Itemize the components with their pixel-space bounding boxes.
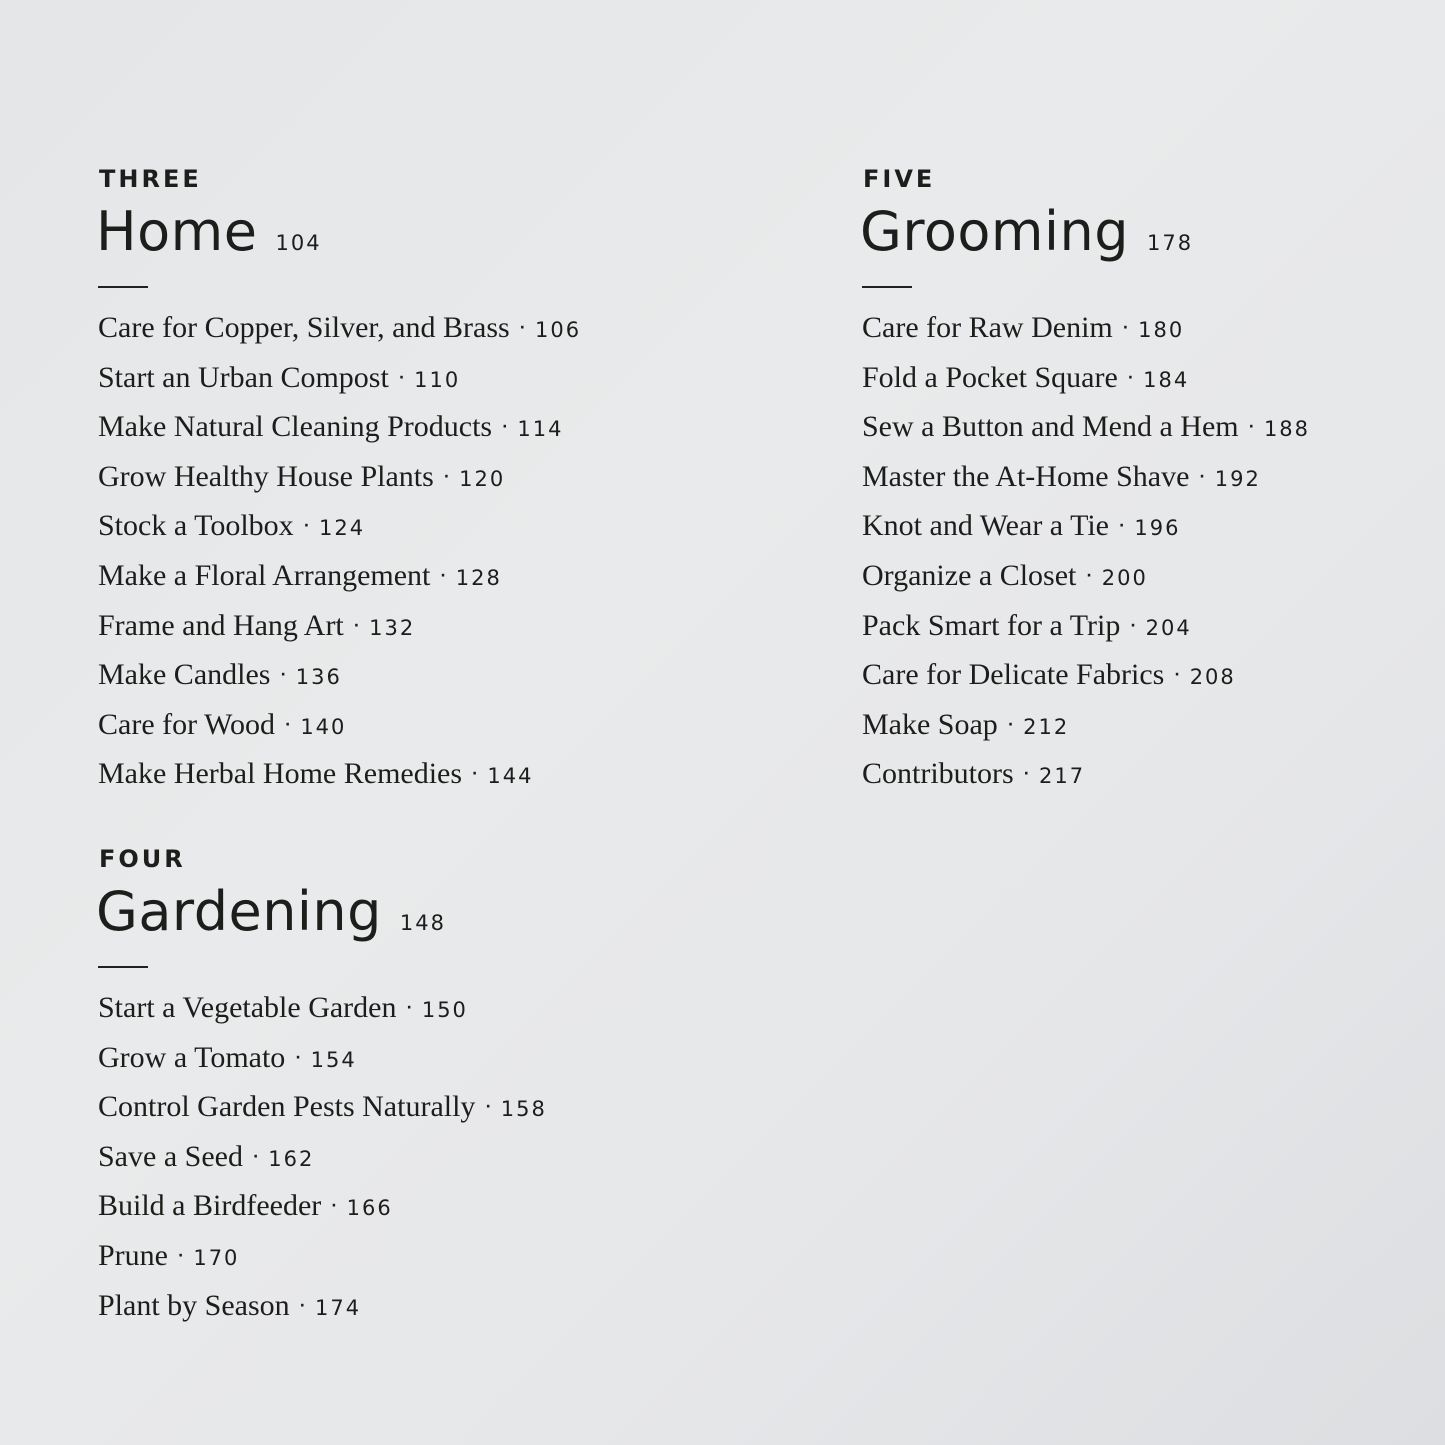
entry-page-number: 124 [319, 516, 366, 541]
entry-page-number: 158 [500, 1097, 547, 1122]
entry-separator: · [1023, 766, 1029, 783]
entry-separator: · [295, 1049, 301, 1066]
entry-page-number: 200 [1101, 565, 1148, 590]
right-column [860, 164, 1420, 802]
toc-entry[interactable] [96, 356, 736, 406]
entry-separator: · [331, 1198, 337, 1215]
entry-separator: · [1122, 320, 1129, 336]
toc-entry[interactable] [96, 554, 736, 604]
entry-page-number: 192 [1214, 466, 1261, 491]
entry-page-number: 212 [1023, 714, 1070, 739]
entry-title: Frame and Hang Art [98, 608, 344, 642]
entry-list [96, 986, 736, 1333]
entry-title: Stock a Toolbox [98, 509, 294, 543]
entry-page-number: 132 [369, 615, 416, 640]
entry-page-number: 106 [535, 318, 582, 342]
entry-title: Grow a Tomato [98, 1040, 286, 1074]
entry-title: Grow Healthy House Plants [98, 459, 434, 493]
entry-title: Pack Smart for a Trip [862, 608, 1121, 642]
entry-separator: · [1086, 567, 1092, 584]
toc-entry[interactable] [860, 554, 1420, 604]
section-divider [98, 286, 148, 288]
entry-page-number: 144 [487, 764, 534, 789]
toc-entry[interactable] [96, 405, 736, 455]
entry-separator: · [284, 716, 291, 733]
section-page-number: 178 [1147, 231, 1194, 255]
entry-title: Master the At-Home Shave [862, 459, 1190, 493]
entry-page-number: 180 [1138, 318, 1185, 342]
entry-title: Make a Floral Arrangement [98, 558, 431, 592]
entry-separator: · [1127, 369, 1134, 386]
entry-title: Care for Copper, Silver, and Brass [98, 311, 510, 344]
toc-entry[interactable] [96, 1284, 736, 1334]
entry-separator: · [252, 1148, 259, 1165]
toc-entry[interactable] [96, 653, 736, 703]
toc-entry-contributors[interactable] [860, 752, 1420, 802]
section-divider [862, 286, 912, 288]
entry-page-number: 217 [1039, 764, 1086, 789]
section-number: FOUR [99, 844, 186, 873]
entry-title: Knot and Wear a Tie [862, 509, 1110, 543]
entry-title: Care for Wood [98, 707, 275, 741]
section-heading [96, 880, 736, 944]
entry-separator: · [303, 518, 310, 535]
entry-title: Organize a Closet [862, 558, 1077, 592]
contributors-list [860, 752, 1420, 802]
toc-entry[interactable] [96, 1184, 736, 1234]
entry-page-number: 120 [459, 466, 506, 491]
toc-entry[interactable] [96, 986, 736, 1036]
section-title: Grooming [860, 200, 1130, 263]
toc-entry[interactable] [860, 356, 1420, 406]
entry-page-number: 114 [517, 417, 564, 442]
entry-page-number: 150 [421, 997, 468, 1022]
toc-entry[interactable] [96, 1085, 736, 1135]
section-number: THREE [99, 165, 202, 193]
toc-entry[interactable] [96, 604, 736, 654]
entry-page-number: 166 [346, 1196, 393, 1221]
entry-page-number: 110 [414, 367, 461, 392]
toc-entry[interactable] [96, 1135, 736, 1185]
toc-entry[interactable] [96, 306, 736, 356]
entry-page-number: 140 [300, 714, 347, 739]
entry-title: Prune [98, 1238, 168, 1272]
toc-entry[interactable] [96, 703, 736, 753]
entry-separator: · [1174, 667, 1180, 684]
section-grooming [860, 164, 1420, 802]
entry-separator: · [353, 617, 360, 634]
section-title: Gardening [96, 879, 382, 943]
entry-title: Start an Urban Compost [98, 360, 389, 394]
toc-entry[interactable] [860, 405, 1420, 455]
entry-page-number: 170 [193, 1245, 240, 1270]
entry-title: Care for Delicate Fabrics [862, 658, 1165, 692]
section-title: Home [96, 200, 258, 263]
entry-title: Contributors [862, 757, 1014, 791]
entry-title: Save a Seed [98, 1139, 243, 1173]
section-number: FIVE [863, 165, 936, 193]
section-divider [98, 966, 148, 968]
entry-separator: · [443, 468, 450, 485]
toc-entry[interactable] [860, 703, 1420, 753]
entry-separator: · [178, 1247, 184, 1264]
section-page-number: 148 [399, 910, 447, 935]
section-heading [860, 200, 1420, 264]
toc-entry[interactable] [96, 1036, 736, 1086]
entry-separator: · [1119, 518, 1125, 535]
entry-separator: · [1130, 617, 1136, 634]
entry-page-number: 128 [455, 565, 502, 590]
entry-title: Care for Raw Denim [862, 311, 1113, 344]
entry-page-number: 174 [315, 1295, 362, 1320]
section-home [96, 164, 736, 802]
entry-page-number: 136 [295, 665, 342, 690]
entry-title: Sew a Button and Mend a Hem [862, 410, 1239, 444]
entry-title: Start a Vegetable Garden [98, 990, 397, 1024]
entry-separator: · [472, 766, 478, 783]
entry-title: Make Herbal Home Remedies [98, 757, 463, 791]
entry-title: Make Natural Cleaning Products [98, 410, 493, 444]
left-column [96, 164, 736, 1333]
section-gardening [96, 844, 736, 1333]
entry-separator: · [440, 567, 446, 584]
entry-title: Plant by Season [98, 1288, 290, 1322]
entry-title: Make Candles [98, 658, 271, 692]
toc-entry[interactable] [860, 306, 1420, 356]
entry-title: Make Soap [862, 707, 998, 741]
toc-entry[interactable] [860, 604, 1420, 654]
entry-separator: · [280, 667, 286, 684]
toc-entry[interactable] [96, 1234, 736, 1284]
entry-page-number: 162 [268, 1146, 315, 1171]
entry-title: Build a Birdfeeder [98, 1189, 322, 1223]
entry-title: Control Garden Pests Naturally [98, 1090, 476, 1124]
toc-entry[interactable] [860, 653, 1420, 703]
entry-separator: · [1248, 419, 1254, 436]
entry-page-number: 188 [1263, 417, 1311, 442]
entry-separator: · [519, 320, 525, 336]
toc-entry[interactable] [96, 504, 736, 554]
section-heading [96, 200, 736, 264]
entry-page-number: 154 [310, 1047, 357, 1072]
entry-separator: · [398, 369, 405, 386]
entry-page-number: 196 [1134, 516, 1181, 541]
entry-page-number: 184 [1143, 367, 1190, 392]
toc-entry[interactable] [860, 455, 1420, 505]
entry-separator: · [485, 1099, 491, 1116]
entry-title: Fold a Pocket Square [862, 360, 1118, 394]
toc-entry[interactable] [96, 752, 736, 802]
section-page-number: 104 [275, 231, 322, 255]
entry-list [860, 306, 1420, 752]
entry-page-number: 208 [1189, 665, 1236, 690]
entry-separator: · [502, 419, 508, 436]
entry-separator: · [1007, 716, 1014, 733]
toc-entry[interactable] [860, 504, 1420, 554]
entry-separator: · [406, 999, 412, 1016]
toc-entry[interactable] [96, 455, 736, 505]
entry-page-number: 204 [1145, 615, 1192, 640]
entry-separator: · [299, 1297, 305, 1314]
entry-separator: · [1199, 468, 1205, 485]
entry-list [96, 306, 736, 802]
